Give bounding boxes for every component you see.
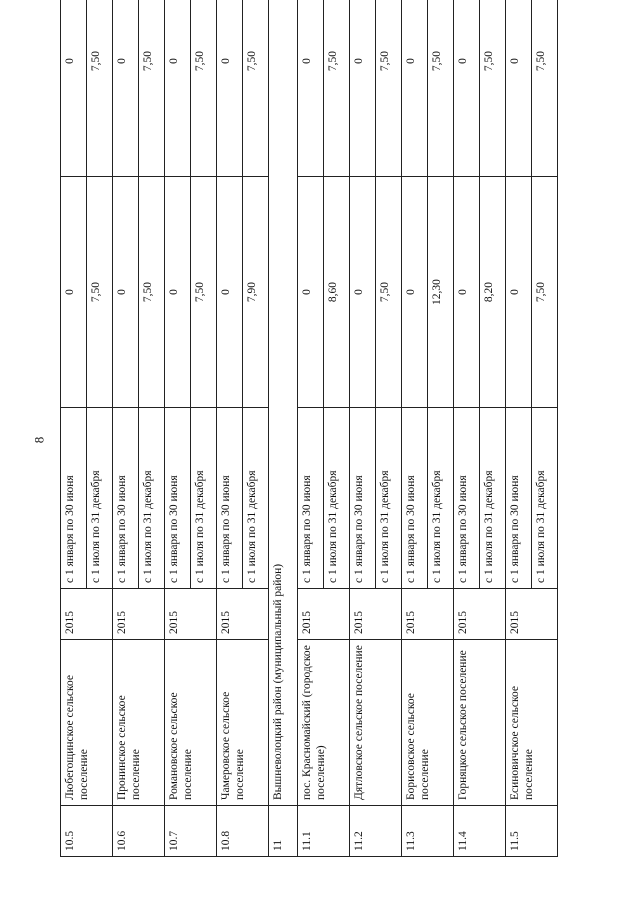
row-number: 11.1 — [298, 806, 350, 857]
value-cell: 7,50 — [87, 177, 113, 408]
year-cell: 2015 — [454, 589, 506, 640]
table-section-10 — [61, 0, 269, 857]
value-cell: 0 — [217, 0, 243, 177]
value-cell: 0 — [217, 177, 243, 408]
region-title: Вышневолоцкий район (муниципальный район) — [269, 0, 298, 806]
settlement-name: Чамеровское сельское поселение — [217, 640, 269, 806]
region-number: 11 — [269, 806, 298, 857]
value-cell: 8,60 — [324, 177, 350, 408]
table-row — [113, 0, 139, 857]
value-cell: 0 — [454, 177, 480, 408]
table-row — [217, 0, 243, 857]
table-row — [350, 0, 376, 857]
value-cell: 0 — [454, 0, 480, 177]
settlement-name: Пронинское сельское поселение — [113, 640, 165, 806]
period-first-half: с 1 января по 30 июня — [454, 408, 480, 589]
value-cell: 0 — [165, 177, 191, 408]
value-cell: 0 — [506, 177, 532, 408]
value-cell: 7,50 — [532, 0, 558, 177]
value-cell: 0 — [61, 0, 87, 177]
period-second-half: с 1 июля по 31 декабря — [532, 408, 558, 589]
year-cell: 2015 — [165, 589, 217, 640]
value-cell: 0 — [506, 0, 532, 177]
table-section-11 — [298, 0, 558, 857]
period-second-half: с 1 июля по 31 декабря — [324, 408, 350, 589]
value-cell: 7,50 — [376, 0, 402, 177]
tariff-table-rotated — [60, 12, 580, 857]
value-cell: 7,50 — [243, 0, 269, 177]
value-cell: 7,50 — [87, 0, 113, 177]
settlement-name: Любегощинское сельское поселение — [61, 640, 113, 806]
value-cell: 0 — [61, 177, 87, 408]
year-cell: 2015 — [402, 589, 454, 640]
year-cell: 2015 — [506, 589, 558, 640]
value-cell: 0 — [113, 177, 139, 408]
settlement-name: Есиновичское сельское поселение — [506, 640, 558, 806]
value-cell: 0 — [402, 177, 428, 408]
period-second-half: с 1 июля по 31 декабря — [243, 408, 269, 589]
period-second-half: с 1 июля по 31 декабря — [428, 408, 454, 589]
value-cell: 0 — [165, 0, 191, 177]
row-number: 11.5 — [506, 806, 558, 857]
settlement-name: Дятловское сельское поселение — [350, 640, 402, 806]
value-cell: 0 — [350, 0, 376, 177]
row-number: 10.7 — [165, 806, 217, 857]
value-cell: 0 — [350, 177, 376, 408]
value-cell: 7,50 — [532, 177, 558, 408]
period-first-half: с 1 января по 30 июня — [165, 408, 191, 589]
table-row — [61, 0, 87, 857]
period-second-half: с 1 июля по 31 декабря — [139, 408, 165, 589]
row-number: 11.2 — [350, 806, 402, 857]
period-second-half: с 1 июля по 31 декабря — [191, 408, 217, 589]
period-first-half: с 1 января по 30 июня — [402, 408, 428, 589]
value-cell: 7,50 — [191, 0, 217, 177]
table-row — [402, 0, 428, 857]
value-cell: 8,20 — [480, 177, 506, 408]
value-cell: 7,90 — [243, 177, 269, 408]
value-cell: 7,50 — [139, 0, 165, 177]
period-second-half: с 1 июля по 31 декабря — [87, 408, 113, 589]
region-row — [269, 0, 298, 857]
row-number: 10.6 — [113, 806, 165, 857]
period-first-half: с 1 января по 30 июня — [506, 408, 532, 589]
value-cell: 7,50 — [324, 0, 350, 177]
settlement-name: Борисовское сельское поселение — [402, 640, 454, 806]
value-cell: 7,50 — [480, 0, 506, 177]
period-first-half: с 1 января по 30 июня — [350, 408, 376, 589]
row-number: 11.4 — [454, 806, 506, 857]
settlement-name: Романовское сельское поселение — [165, 640, 217, 806]
year-cell: 2015 — [61, 589, 113, 640]
table-row — [454, 0, 480, 857]
value-cell: 0 — [298, 0, 324, 177]
period-first-half: с 1 января по 30 июня — [61, 408, 87, 589]
value-cell: 7,50 — [428, 0, 454, 177]
value-cell: 7,50 — [139, 177, 165, 408]
value-cell: 0 — [402, 0, 428, 177]
year-cell: 2015 — [113, 589, 165, 640]
row-number: 10.8 — [217, 806, 269, 857]
value-cell: 0 — [298, 177, 324, 408]
period-first-half: с 1 января по 30 июня — [298, 408, 324, 589]
settlement-name: пос. Красномайский (городское поселение) — [298, 640, 350, 806]
value-cell: 12,30 — [428, 177, 454, 408]
value-cell: 0 — [113, 0, 139, 177]
settlement-name: Горняцкое сельское поселение — [454, 640, 506, 806]
value-cell: 7,50 — [376, 177, 402, 408]
year-cell: 2015 — [350, 589, 402, 640]
period-second-half: с 1 июля по 31 декабря — [376, 408, 402, 589]
page-number: 8 — [31, 436, 47, 444]
year-cell: 2015 — [298, 589, 350, 640]
table-row — [165, 0, 191, 857]
table-row — [298, 0, 324, 857]
row-number: 10.5 — [61, 806, 113, 857]
table-section-11-header — [269, 0, 298, 857]
value-cell: 7,50 — [191, 177, 217, 408]
period-first-half: с 1 января по 30 июня — [217, 408, 243, 589]
period-first-half: с 1 января по 30 июня — [113, 408, 139, 589]
table-row — [506, 0, 532, 857]
year-cell: 2015 — [217, 589, 269, 640]
tariff-table — [60, 0, 558, 857]
period-second-half: с 1 июля по 31 декабря — [480, 408, 506, 589]
row-number: 11.3 — [402, 806, 454, 857]
